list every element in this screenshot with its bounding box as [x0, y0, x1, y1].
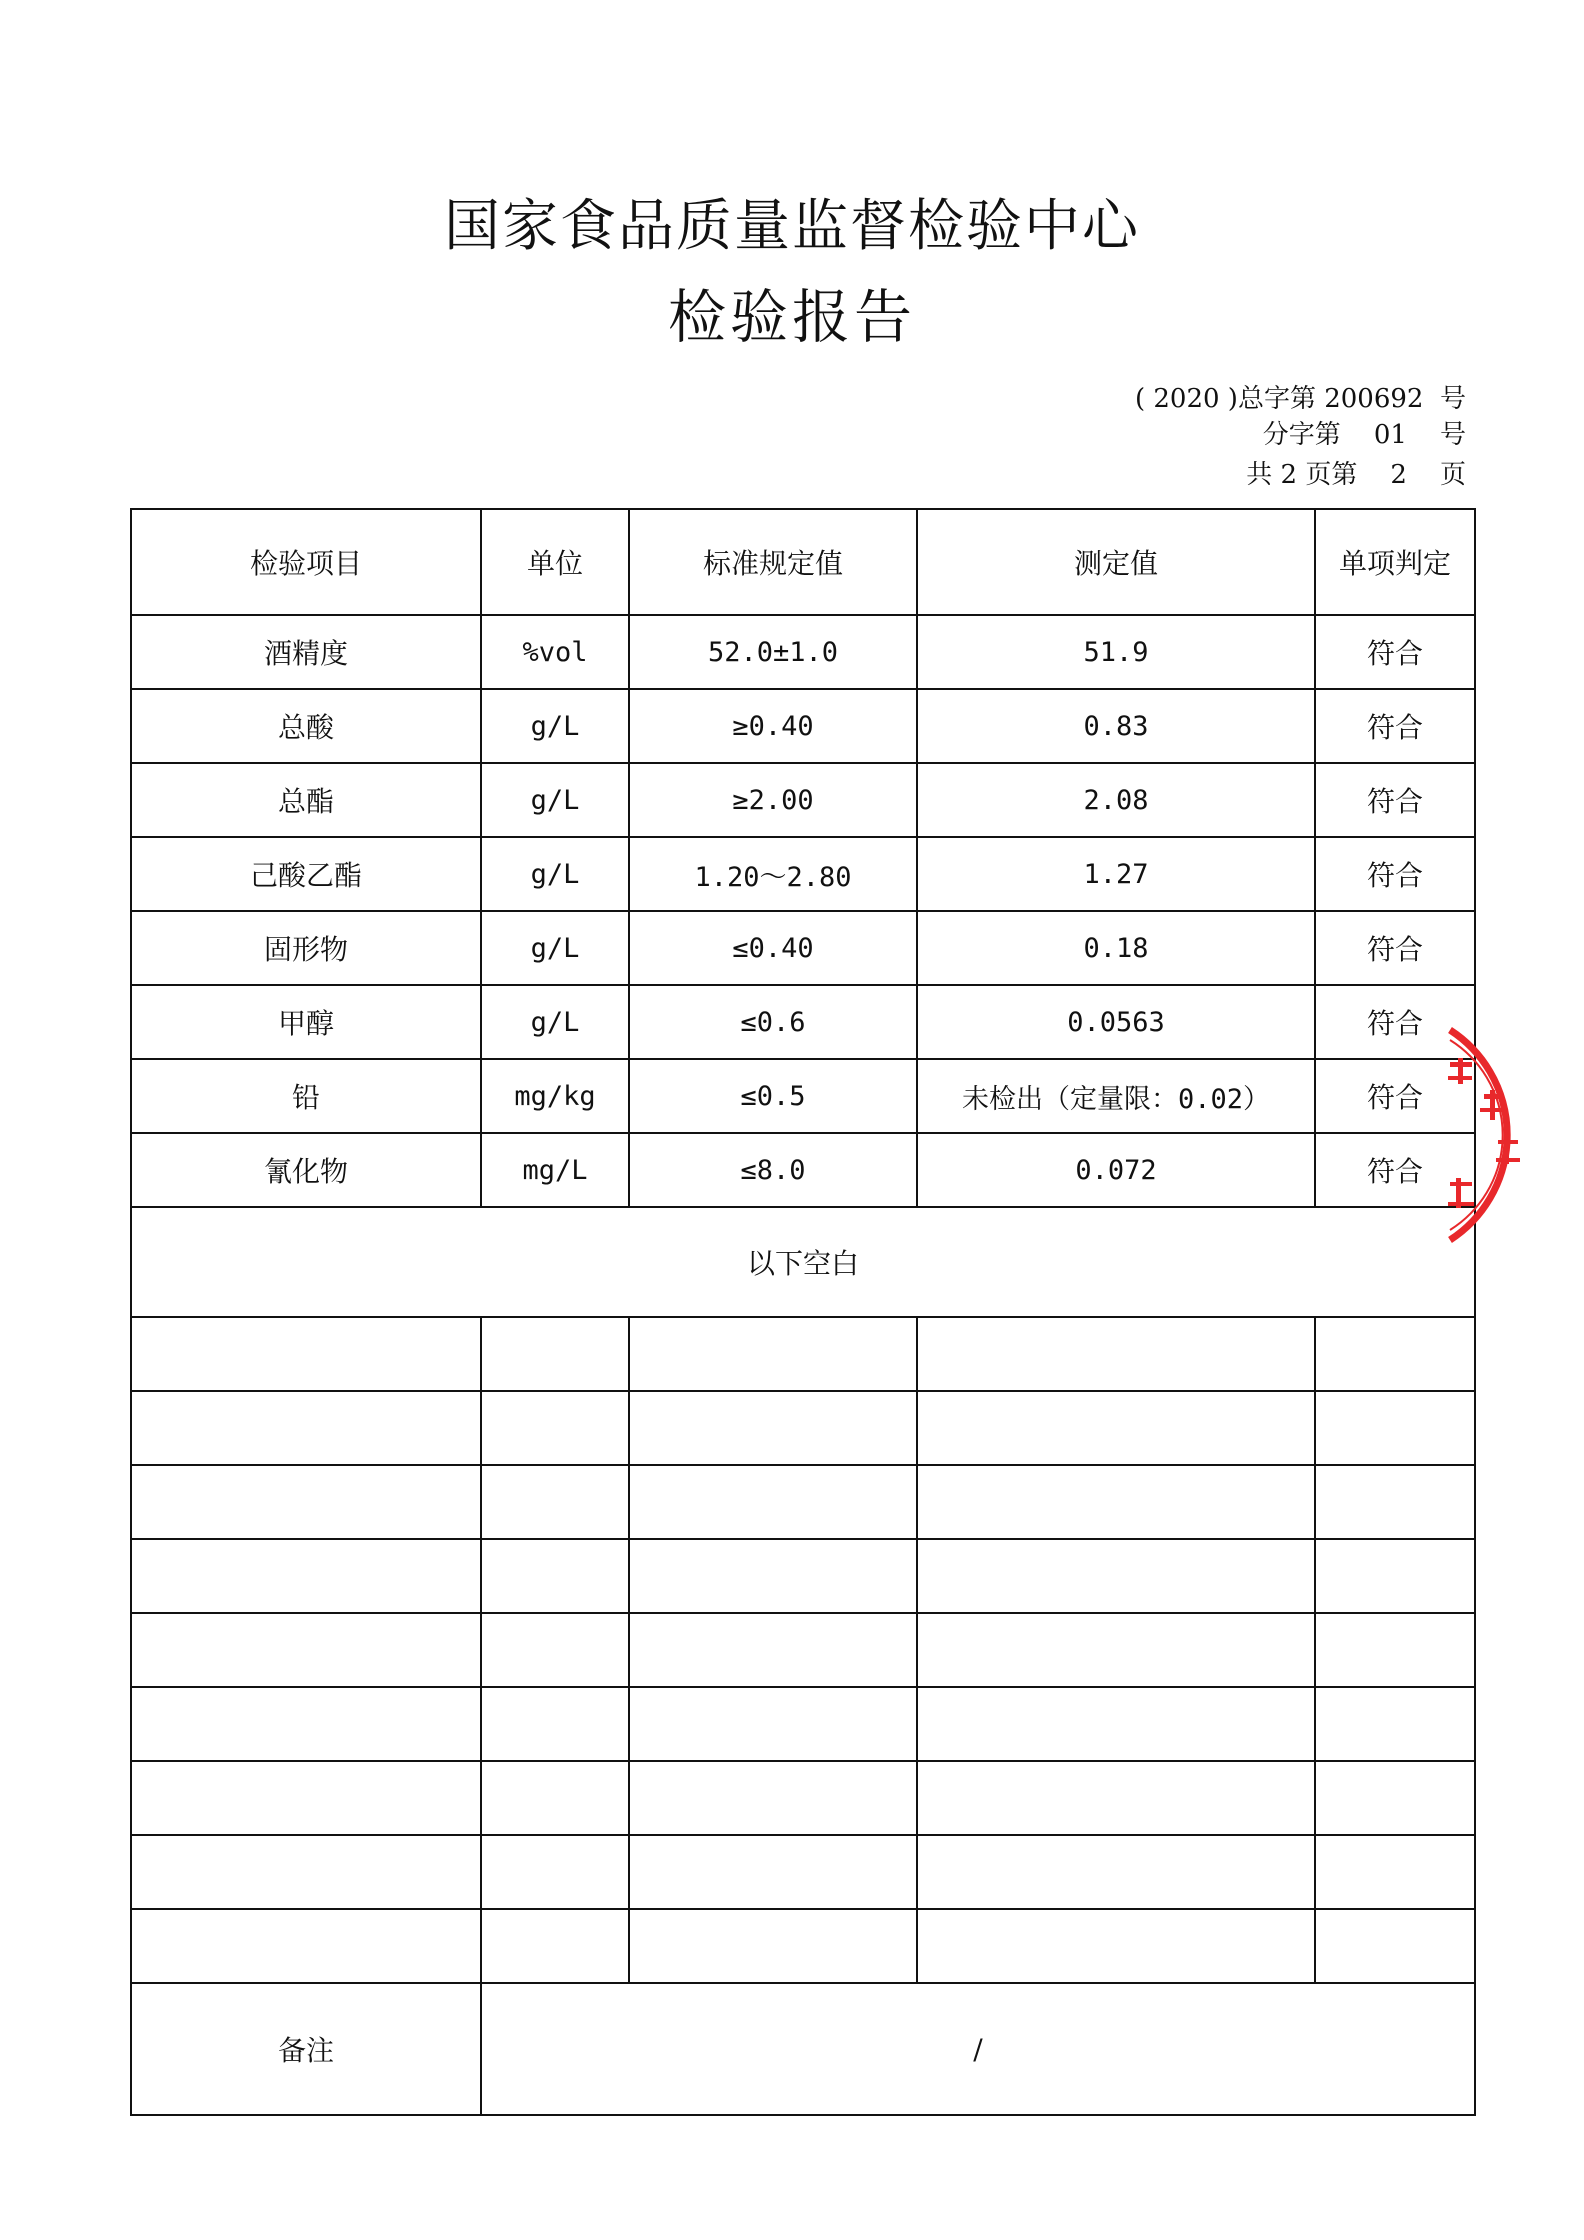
judgement-cell: 符合	[1315, 763, 1475, 837]
item-cell: 己酸乙酯	[131, 837, 481, 911]
judgement-cell: 符合	[1315, 985, 1475, 1059]
unit-cell: %vol	[481, 615, 629, 689]
value-cell: 2.08	[917, 763, 1315, 837]
column-header-item: 检验项目	[131, 509, 481, 615]
item-cell: 酒精度	[131, 615, 481, 689]
blank-note: 以下空白	[131, 1207, 1475, 1317]
item-cell: 总酸	[131, 689, 481, 763]
item-cell: 总酯	[131, 763, 481, 837]
red-seal-stamp	[1440, 1010, 1584, 1260]
empty-row	[131, 1317, 1475, 1391]
standard-cell: 52.0±1.0	[629, 615, 917, 689]
remark-label: 备注	[131, 1983, 481, 2115]
judgement-cell: 符合	[1315, 1133, 1475, 1207]
unit-cell: g/L	[481, 763, 629, 837]
standard-cell: ≥2.00	[629, 763, 917, 837]
judgement-cell: 符合	[1315, 837, 1475, 911]
standard-cell: ≥0.40	[629, 689, 917, 763]
value-cell: 0.0563	[917, 985, 1315, 1059]
table-header-row	[131, 509, 1475, 615]
empty-row	[131, 1465, 1475, 1539]
remark-row	[131, 1983, 1475, 2115]
table-row	[131, 1059, 1475, 1133]
unit-cell: g/L	[481, 837, 629, 911]
empty-row	[131, 1391, 1475, 1465]
value-cell: 0.18	[917, 911, 1315, 985]
item-cell: 铅	[131, 1059, 481, 1133]
table-row	[131, 689, 1475, 763]
table-row	[131, 615, 1475, 689]
standard-cell: 1.20～2.80	[629, 837, 917, 911]
judgement-cell: 符合	[1315, 911, 1475, 985]
value-cell: 0.072	[917, 1133, 1315, 1207]
item-cell: 氰化物	[131, 1133, 481, 1207]
table-row	[131, 1133, 1475, 1207]
empty-row	[131, 1613, 1475, 1687]
inspection-result-table	[130, 508, 1476, 2116]
table-row	[131, 911, 1475, 985]
organization-title: 国家食品质量监督检验中心	[444, 194, 1140, 259]
value-cell: 51.9	[917, 615, 1315, 689]
column-header-judgement: 单项判定	[1315, 509, 1475, 615]
empty-row	[131, 1835, 1475, 1909]
column-header-measured: 测定值	[917, 509, 1315, 615]
item-cell: 甲醇	[131, 985, 481, 1059]
unit-cell: mg/kg	[481, 1059, 629, 1133]
unit-cell: g/L	[481, 689, 629, 763]
standard-cell: ≤8.0	[629, 1133, 917, 1207]
column-header-standard: 标准规定值	[629, 509, 917, 615]
empty-row	[131, 1909, 1475, 1983]
unit-cell: g/L	[481, 985, 629, 1059]
table-row	[131, 985, 1475, 1059]
item-cell: 固形物	[131, 911, 481, 985]
table-row	[131, 763, 1475, 837]
report-title: 检验报告	[667, 283, 916, 351]
table-row	[131, 837, 1475, 911]
value-cell: 未检出（定量限：0.02）	[917, 1059, 1315, 1133]
standard-cell: ≤0.6	[629, 985, 917, 1059]
unit-cell: g/L	[481, 911, 629, 985]
page-indicator: 共 2 页第 2 页	[1246, 460, 1466, 490]
empty-row	[131, 1761, 1475, 1835]
standard-cell: ≤0.5	[629, 1059, 917, 1133]
value-cell: 1.27	[917, 837, 1315, 911]
empty-row	[131, 1539, 1475, 1613]
unit-cell: mg/L	[481, 1133, 629, 1207]
standard-cell: ≤0.40	[629, 911, 917, 985]
judgement-cell: 符合	[1315, 615, 1475, 689]
judgement-cell: 符合	[1315, 689, 1475, 763]
report-number-total: ( 2020 )总字第 200692 号	[1134, 384, 1466, 414]
blank-note-row	[131, 1207, 1475, 1317]
empty-row	[131, 1687, 1475, 1761]
value-cell: 0.83	[917, 689, 1315, 763]
judgement-cell: 符合	[1315, 1059, 1475, 1133]
report-number-sub: 分字第 01 号	[1262, 420, 1466, 450]
column-header-unit: 单位	[481, 509, 629, 615]
remark-value: /	[481, 1983, 1475, 2115]
